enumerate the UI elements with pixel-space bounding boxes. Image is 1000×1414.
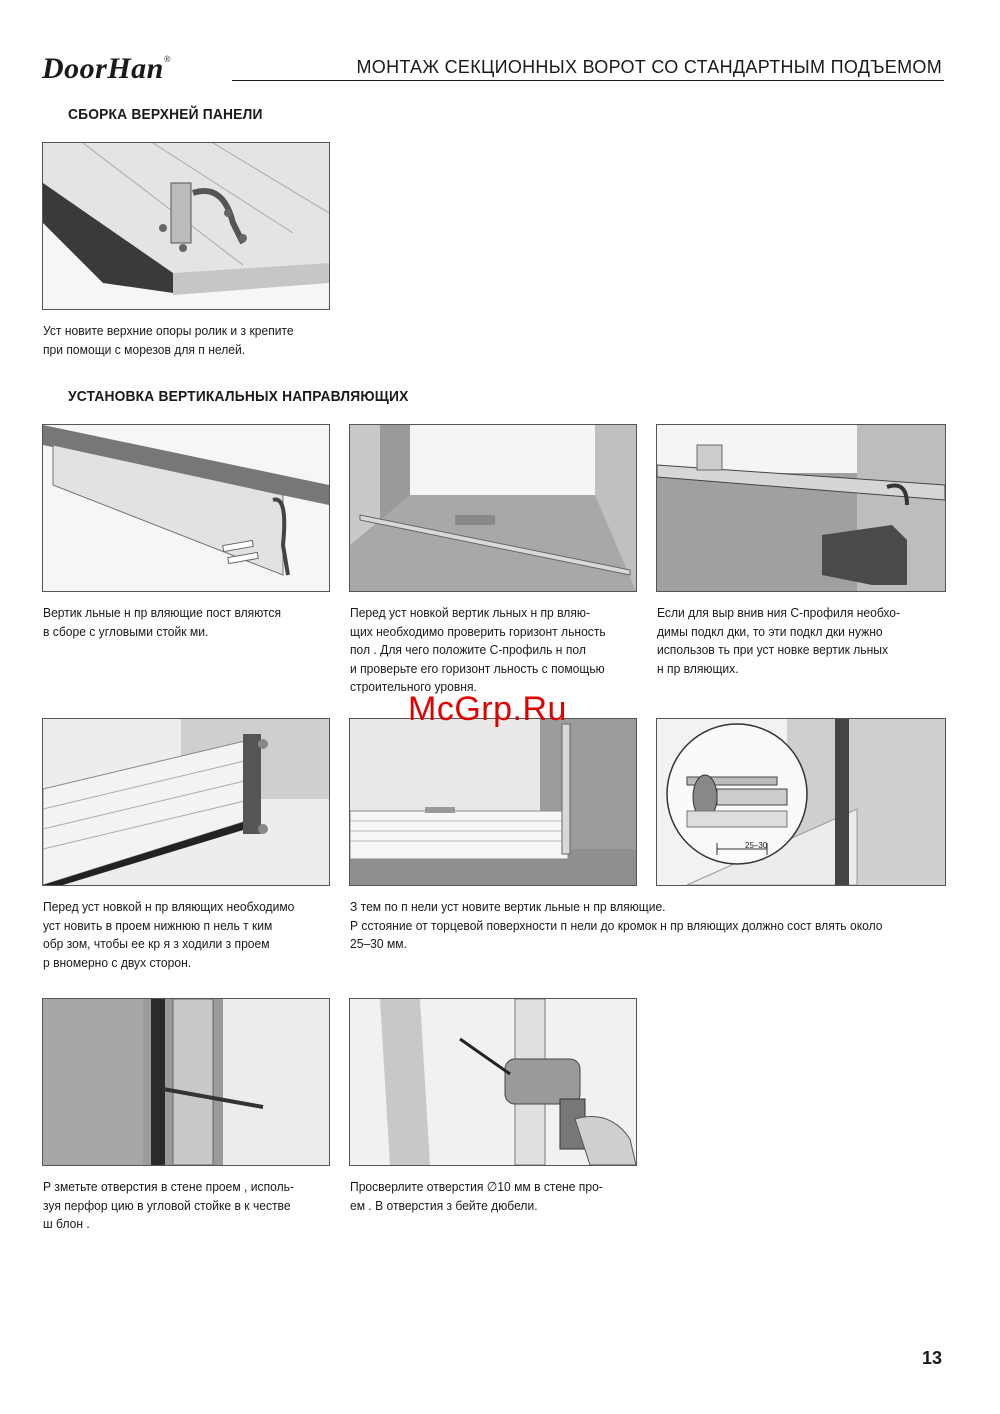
- dimension-label: 25–30: [745, 841, 768, 850]
- figure-check-floor-level: [349, 424, 637, 592]
- caption-top-panel: Уст новите верхние опоры ролик и з крепите при помощи с морезов для п нелей.: [43, 323, 294, 357]
- caption-check-floor-level: Перед уст новкой вертик льных н пр вляю- щих необходимо проверить горизонт льность пол . Для чего положите С-профиль н пол и проверьте его горизонт льность с помощью строительного уровня.: [350, 605, 606, 694]
- doorhan-logo: [42, 52, 171, 86]
- page-number: 13: [921, 1348, 942, 1368]
- header-rule: [232, 80, 944, 81]
- figure-shims-under-profile: [656, 424, 946, 592]
- figure-drill-holes: [349, 998, 637, 1166]
- caption-vertical-tracks-assembled: Вертик льные н пр вляющие пост вляются в сборе с угловыми стойк ми.: [43, 605, 282, 639]
- section-title-vertical-tracks: УСТАНОВКА ВЕРТИКАЛЬНЫХ НАПРАВЛЯЮЩИХ: [68, 388, 409, 405]
- watermark: McGrp.Ru: [408, 690, 567, 728]
- figure-top-panel-rollers: [42, 142, 330, 310]
- caption-drill-holes: Просверлите отверстия ∅10 мм в стене про- ем . В отверстия з бейте дюбели.: [350, 1179, 603, 1213]
- figure-install-bottom-panel: [42, 718, 330, 886]
- logo-text: DoorHan: [42, 52, 164, 85]
- caption-install-bottom-panel: Перед уст новкой н пр вляющих необходимо уст новить в проем нижнюю п нель т ким обр зом, чтобы ее кр я з ходили з проем р вномерно с двух сторон.: [43, 899, 295, 970]
- caption-shims-under-profile: Если для выр внив ния С-профиля необхо- димы подкл дки, то эти подкл дки нужно использов ть при уст новке вертик льных н пр вляющих.: [657, 605, 901, 676]
- figure-gap-detail: [656, 718, 946, 886]
- figure-mark-holes: [42, 998, 330, 1166]
- caption-install-tracks-gap: З тем по п нели уст новите вертик льные н пр вляющие. Р сстояние от торцевой поверхности п нели до кромок н пр вляющих должно сост влять около 25–30 мм.: [350, 899, 883, 951]
- logo-registered-mark: ®: [163, 54, 172, 64]
- caption-mark-holes: Р зметьте отверстия в стене проем , исполь- зуя перфор цию в угловой стойке в к честве ш блон .: [43, 1179, 294, 1231]
- figure-vertical-tracks-assembled: [42, 424, 330, 592]
- section-title-top-panel: СБОРКА ВЕРХНЕЙ ПАНЕЛИ: [68, 106, 263, 123]
- header-title: МОНТАЖ СЕКЦИОННЫХ ВОРОТ СО СТАНДАРТНЫМ ПОДЪЕМОМ: [356, 57, 942, 77]
- figure-install-tracks-on-panel: [349, 718, 637, 886]
